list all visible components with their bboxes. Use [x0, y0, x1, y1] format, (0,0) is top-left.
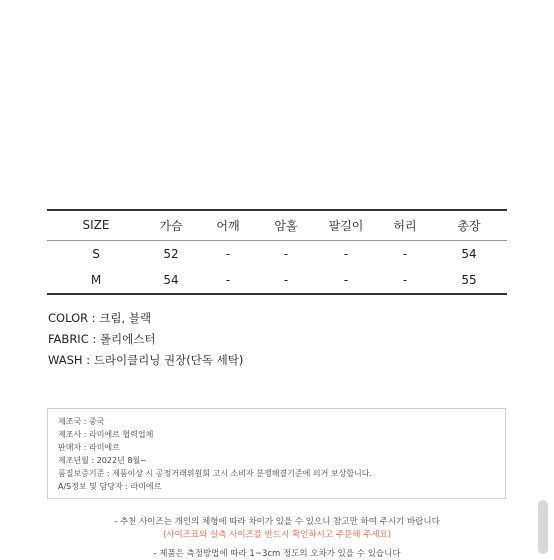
product-notice-box: [47, 408, 506, 499]
header-shoulder: 어깨: [197, 210, 259, 240]
notice-country: 제조국 : 중국: [58, 417, 105, 426]
header-sleeve-length: 팔길이: [313, 210, 379, 240]
table-cell: -: [259, 267, 313, 294]
footer-size-warning: (사이즈표와 실측 사이즈를 반드시 확인하시고 주문해 주세요): [162, 530, 392, 540]
table-cell: -: [402, 246, 408, 261]
notice-quality-guarantee: 품질보증기준 : 제품이상 시 공정거래위원회 고시 소비자 분쟁해결기준에 의거 보상합니다.: [58, 469, 373, 478]
footer-measure-note: - 제품은 측정방법에 따라 1~3cm 정도의 오차가 있을 수 있습니다: [153, 549, 401, 559]
table-cell: -: [225, 246, 231, 261]
spec-fabric: FABRIC : 폴리에스터: [48, 332, 156, 346]
size-table-header-row: [47, 210, 507, 240]
header-armhole: 암홀: [259, 210, 313, 240]
header-chest: 가슴: [145, 210, 197, 240]
table-cell: S: [92, 246, 100, 261]
spec-wash: WASH : 드라이클리닝 권장(단독 세탁): [48, 353, 244, 367]
table-cell: 54: [461, 246, 477, 261]
table-cell: -: [283, 246, 289, 261]
header-size: SIZE: [47, 210, 145, 240]
table-cell: M: [47, 267, 145, 294]
table-cell: 55: [431, 267, 507, 294]
notice-seller: 판매자 : 라미에르: [58, 443, 120, 452]
size-table-row-m: [47, 267, 507, 294]
scrollbar-thumb[interactable]: [538, 500, 548, 554]
notice-manufacturer: 제조사 : 라미에르 협력업체: [58, 430, 154, 439]
table-cell: -: [343, 246, 349, 261]
spec-color: COLOR : 크림, 블랙: [48, 311, 152, 325]
table-cell: -: [197, 267, 259, 294]
table-cell: -: [379, 267, 431, 294]
size-table: [47, 209, 507, 295]
table-cell: 54: [145, 267, 197, 294]
size-table-row-s: [47, 240, 507, 267]
footer-size-disclaimer: - 추천 사이즈는 개인의 체형에 따라 차이가 있을 수 있으니 참고만 하여 주시기 바랍니다: [114, 517, 440, 527]
table-cell: -: [313, 267, 379, 294]
notice-manufacture-date: 제조년월 : 2022년 8월~: [58, 456, 147, 465]
table-cell: 52: [163, 246, 179, 261]
header-waist: 허리: [379, 210, 431, 240]
notice-as-info: A/S정보 및 담당자 : 라미에르: [58, 482, 162, 491]
header-total-length: 총장: [431, 210, 507, 240]
